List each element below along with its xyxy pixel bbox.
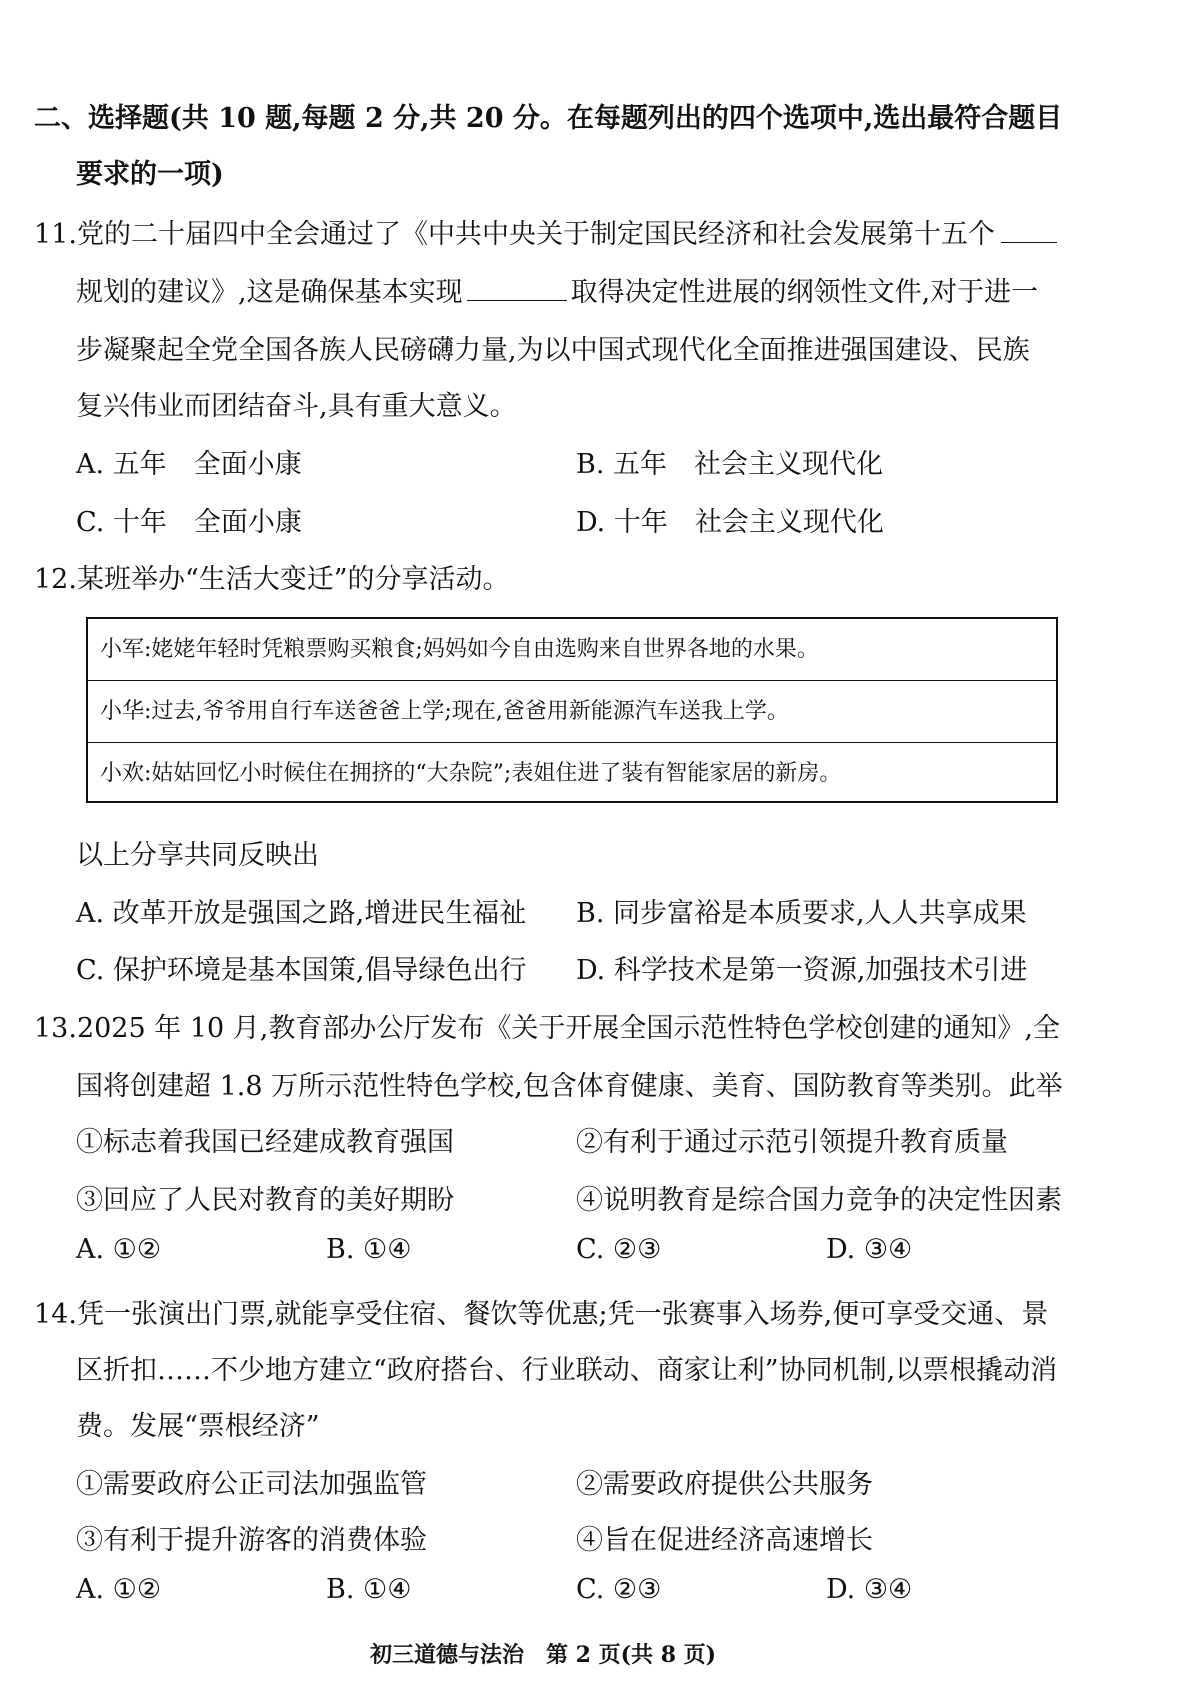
q14-option-d[interactable]: D. ③④ — [826, 1574, 913, 1605]
page-footer: 初三道德与法治 第 2 页(共 8 页) — [370, 1642, 717, 1668]
q12-question: 以上分享共同反映出 — [76, 840, 319, 871]
q13-option-a[interactable]: A. ①② — [76, 1234, 162, 1265]
q12-option-c[interactable]: C. 保护环境是基本国策,倡导绿色出行 — [76, 955, 527, 986]
q11-line2b-text: 取得决定性进展的纲领性文件,对于进一 — [570, 277, 1039, 308]
q13-item-1: ①标志着我国已经建成教育强国 — [76, 1127, 454, 1158]
q13-item-2: ②有利于通过示范引领提升教育质量 — [576, 1127, 1008, 1158]
q12-option-d[interactable]: D. 科学技术是第一资源,加强技术引进 — [576, 955, 1028, 986]
q11-stem-line3: 步凝聚起全党全国各族人民磅礴力量,为以中国式现代化全面推进强国建设、民族 — [76, 335, 1030, 366]
section-title-line1: 二、选择题(共 10 题,每题 2 分,共 20 分。在每题列出的四个选项中,选出最符合题目 — [34, 103, 1063, 134]
q12-table-row-xiaojun: 小军:姥姥年轻时凭粮票购买粮食;妈妈如今自由选购来自世界各地的水果。 — [88, 619, 1056, 681]
q13-item-3: ③回应了人民对教育的美好期盼 — [76, 1185, 454, 1216]
q14-stem-line3: 费。发展“票根经济” — [76, 1411, 320, 1442]
q11-stem-line2 — [76, 270, 1038, 309]
q14-option-b[interactable]: B. ①④ — [326, 1574, 412, 1605]
q11-option-a[interactable]: A. 五年 全面小康 — [76, 449, 302, 480]
q14-option-a[interactable]: A. ①② — [76, 1574, 162, 1605]
q14-stem-line1: 14.凭一张演出门票,就能享受住宿、餐饮等优惠;凭一张赛事入场券,便可享受交通、景 — [34, 1299, 1049, 1330]
q13-stem-line1: 13.2025 年 10 月,教育部办公厅发布《关于开展全国示范性特色学校创建的通知》,全 — [34, 1013, 1060, 1044]
q12-option-b[interactable]: B. 同步富裕是本质要求,人人共享成果 — [576, 898, 1027, 929]
q11-option-c[interactable]: C. 十年 全面小康 — [76, 507, 302, 538]
q13-option-d[interactable]: D. ③④ — [826, 1234, 913, 1265]
q14-item-4: ④旨在促进经济高速增长 — [576, 1525, 873, 1556]
q14-item-1: ①需要政府公正司法加强监管 — [76, 1469, 427, 1500]
q11-blank-1 — [1001, 220, 1057, 243]
q14-option-c[interactable]: C. ②③ — [576, 1574, 662, 1605]
q12-sharing-table — [86, 617, 1058, 803]
q13-item-4: ④说明教育是综合国力竞争的决定性因素 — [576, 1185, 1062, 1216]
q11-line2a-text: 规划的建议》,这是确保基本实现 — [76, 277, 463, 308]
q11-option-d[interactable]: D. 十年 社会主义现代化 — [576, 507, 884, 538]
q11-line1-text: 11.党的二十届四中全会通过了《中共中央关于制定国民经济和社会发展第十五个 — [34, 219, 995, 250]
q11-stem-line4: 复兴伟业而团结奋斗,具有重大意义。 — [76, 391, 517, 422]
q14-item-2: ②需要政府提供公共服务 — [576, 1469, 873, 1500]
q12-option-a[interactable]: A. 改革开放是强国之路,增进民生福祉 — [76, 898, 527, 929]
q12-table-row-xiaohua: 小华:过去,爷爷用自行车送爸爸上学;现在,爸爸用新能源汽车送我上学。 — [88, 681, 1056, 743]
q11-blank-2 — [467, 278, 567, 301]
section-title-line2: 要求的一项) — [76, 159, 224, 190]
q14-item-3: ③有利于提升游客的消费体验 — [76, 1525, 427, 1556]
q13-option-b[interactable]: B. ①④ — [326, 1234, 412, 1265]
q14-stem-line2: 区折扣……不少地方建立“政府搭台、行业联动、商家让利”协同机制,以票根撬动消 — [76, 1355, 1058, 1386]
q11-option-b[interactable]: B. 五年 社会主义现代化 — [576, 449, 884, 480]
q13-option-c[interactable]: C. ②③ — [576, 1234, 662, 1265]
q12-stem: 12.某班举办“生活大变迁”的分享活动。 — [34, 564, 510, 595]
q12-table-row-xiaohuan: 小欢:姑姑回忆小时候住在拥挤的“大杂院”;表姐住进了装有智能家居的新房。 — [100, 761, 842, 786]
q13-stem-line2: 国将创建超 1.8 万所示范性特色学校,包含体育健康、美育、国防教育等类别。此举 — [76, 1071, 1063, 1102]
q11-stem-line1 — [34, 212, 1057, 251]
